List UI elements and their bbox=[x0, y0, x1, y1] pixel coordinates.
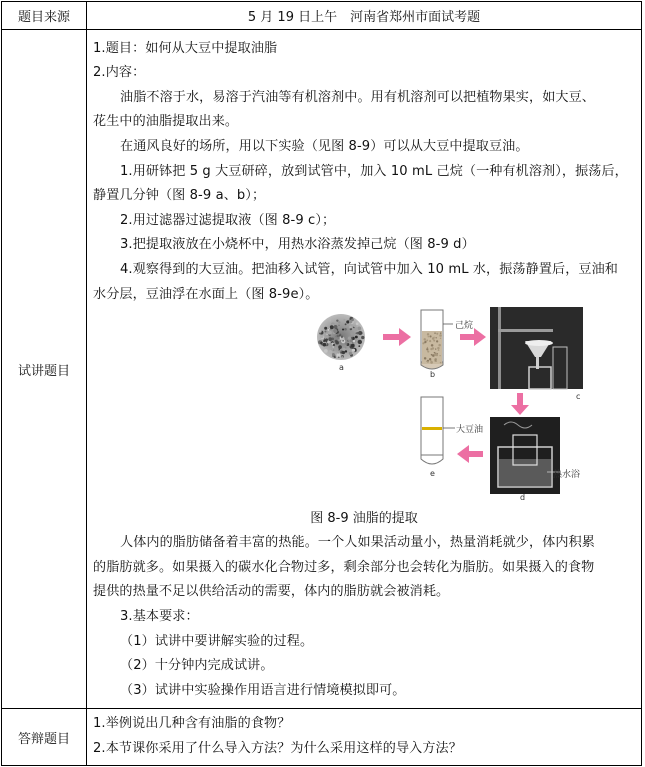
requirement-2: （2）十分钟内完成试讲。 bbox=[120, 658, 274, 674]
panel-b-label: b bbox=[430, 370, 436, 380]
defense-row bbox=[2, 709, 642, 766]
trial-content-cell bbox=[87, 30, 642, 709]
step-3: 3.把提取液放在小烧杯中，用热水浴蒸发掉己烷（图 8-9 d） bbox=[120, 237, 475, 253]
topic-line: 1.题目：如何从大豆中提取油脂 bbox=[93, 40, 278, 56]
hexane-label: 己烷 bbox=[455, 321, 474, 332]
filtration-photo bbox=[490, 307, 583, 389]
arrow-c-d bbox=[511, 393, 529, 415]
panel-e-label: e bbox=[430, 469, 435, 479]
panel-d-label: d bbox=[520, 493, 526, 503]
water-bath-label: 热水浴 bbox=[553, 470, 581, 481]
source-row bbox=[2, 2, 642, 30]
soy-oil-label: 大豆油 bbox=[456, 425, 484, 436]
step-1b: 静置几分钟（图 8-9 a、b）； bbox=[93, 188, 266, 204]
arrow-d-e bbox=[457, 445, 483, 463]
step-4a: 4.观察得到的大豆油。把油移入试管，向试管中加入 10 mL 水，振荡静置后，豆油和 bbox=[120, 262, 618, 277]
step-1a: 1.用研钵把 5 g 大豆研碎，放到试管中，加入 10 mL 己烷（一种有机溶剂），振荡后， bbox=[120, 163, 628, 179]
soy-oil-layer bbox=[422, 427, 442, 430]
defense-content bbox=[87, 709, 641, 764]
defense-question-2: 2.本节课你采用了什么导入方法？为什么采用这样的导入方法？ bbox=[93, 741, 462, 756]
paragraph-1b: 花生中的油脂提取出来。 bbox=[93, 114, 239, 130]
source-label: 题目来源 bbox=[2, 2, 87, 30]
requirement-3: （3）试讲中实验操作用语言进行情境模拟即可。 bbox=[120, 682, 406, 698]
defense-question-1: 1.举例说出几种含有油脂的食物？ bbox=[93, 716, 291, 732]
paragraph-3c: 提供的热量不足以供给活动的需要，体内的脂肪就会被消耗。 bbox=[93, 584, 450, 600]
defense-label: 答辩题目 bbox=[2, 709, 87, 766]
requirement-1: （1）试讲中要讲解实验的过程。 bbox=[120, 633, 314, 649]
trial-label: 试讲题目 bbox=[2, 30, 87, 709]
trial-row bbox=[2, 30, 642, 709]
test-tube-b bbox=[421, 310, 453, 369]
defense-content-cell bbox=[87, 709, 642, 766]
source-value: 5 月 19 日上午 河南省郑州市面试考题 bbox=[87, 2, 642, 30]
water-bath-photo bbox=[490, 417, 561, 494]
paragraph-3b: 的脂肪就多。如果摄入的碳水化合物过多，剩余部分也会转化为脂肪。如果摄入的食物 bbox=[93, 559, 595, 575]
paragraph-3a: 人体内的脂肪储备着丰富的热能。一个人如果活动量小，热量消耗就少，体内积累 bbox=[120, 535, 595, 551]
figure-8-9 bbox=[93, 307, 635, 507]
step-2: 2.用过滤器过滤提取液（图 8-9 c）； bbox=[120, 212, 336, 228]
paragraph-2: 在通风良好的场所，用以下实验（见图 8-9）可以从大豆中提取豆油。 bbox=[120, 139, 529, 155]
requirements-title: 3.基本要求： bbox=[120, 608, 199, 624]
step-4b: 水分层，豆油浮在水面上（图 8-9e）。 bbox=[93, 286, 319, 302]
arrow-a-b bbox=[383, 328, 411, 346]
figure-caption: 图 8-9 油脂的提取 bbox=[310, 511, 418, 527]
exam-table bbox=[1, 1, 642, 766]
paragraph-1a: 油脂不溶于水，易溶于汽油等有机溶剂中。用有机溶剂可以把植物果实，如大豆、 bbox=[120, 89, 595, 105]
test-tube-e bbox=[421, 397, 455, 464]
ground-soybean-image bbox=[317, 314, 365, 360]
panel-c-label: c bbox=[576, 392, 581, 402]
trial-content bbox=[87, 33, 641, 706]
content-label: 2.内容： bbox=[93, 65, 146, 81]
panel-a-label: a bbox=[339, 363, 344, 373]
